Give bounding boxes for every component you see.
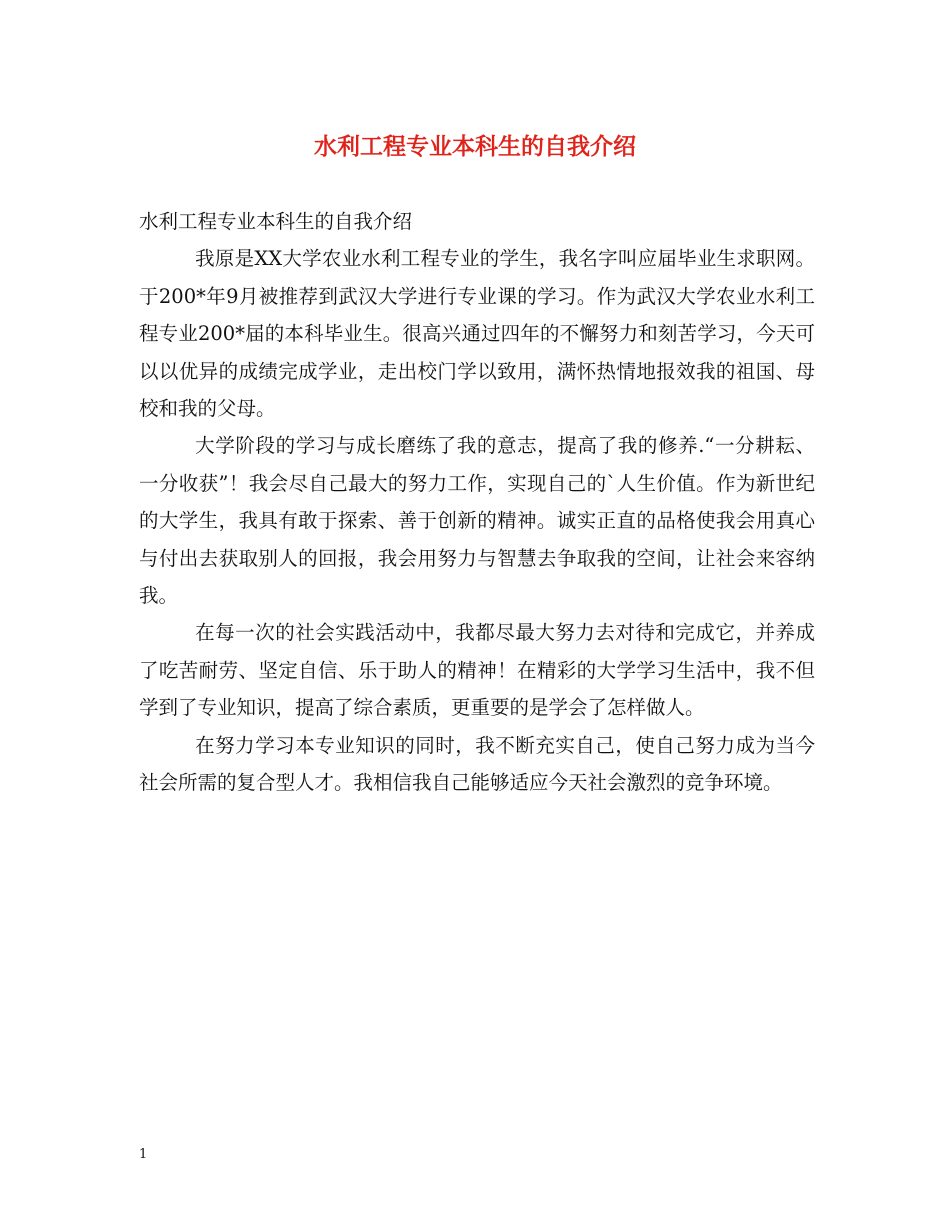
paragraph-3: 在每一次的社会实践活动中，我都尽最大努力去对待和完成它，并养成了吃苦耐劳、坚定自信、乐于助人的精神！在精彩的大学学习生活中，我不但学到了专业知识，提高了综合素质，更重要的是学会了怎样做人。 <box>139 621 815 720</box>
document-subtitle: 水利工程专业本科生的自我介绍 <box>139 210 413 233</box>
paragraph-4: 在努力学习本专业知识的同时，我不断充实自己，使自己努力成为当今社会所需的复合型人才。我相信我自己能够适应今天社会激烈的竞争环境。 <box>139 733 815 795</box>
paragraph-2: 大学阶段的学习与成长磨练了我的意志，提高了我的修养.“一分耕耘、一分收获”！我会尽自己最大的努力工作，实现自己的`人生价值。作为新世纪的大学生，我具有敢于探索、善于创新的精神。诚实正直的品格使我会用真心与付出去获取别人的回报，我会用努力与智慧去争取我的空间，让社会来容纳我。 <box>139 434 815 608</box>
page-number: 1 <box>139 1147 148 1162</box>
document-title: 水利工程专业本科生的自我介绍 <box>314 134 636 160</box>
document-body <box>139 203 815 802</box>
paragraph-1: 我原是XX大学农业水利工程专业的学生，我名字叫应届毕业生求职网。于200*年9月被推荐到武汉大学进行专业课的学习。作为武汉大学农业水利工程专业200*届的本科毕业生。很高兴通过四年的不懈努力和刻苦学习，今天可以以优异的成绩完成学业，走出校门学以致用，满怀热情地报效我的祖国、母校和我的父母。 <box>139 247 815 421</box>
